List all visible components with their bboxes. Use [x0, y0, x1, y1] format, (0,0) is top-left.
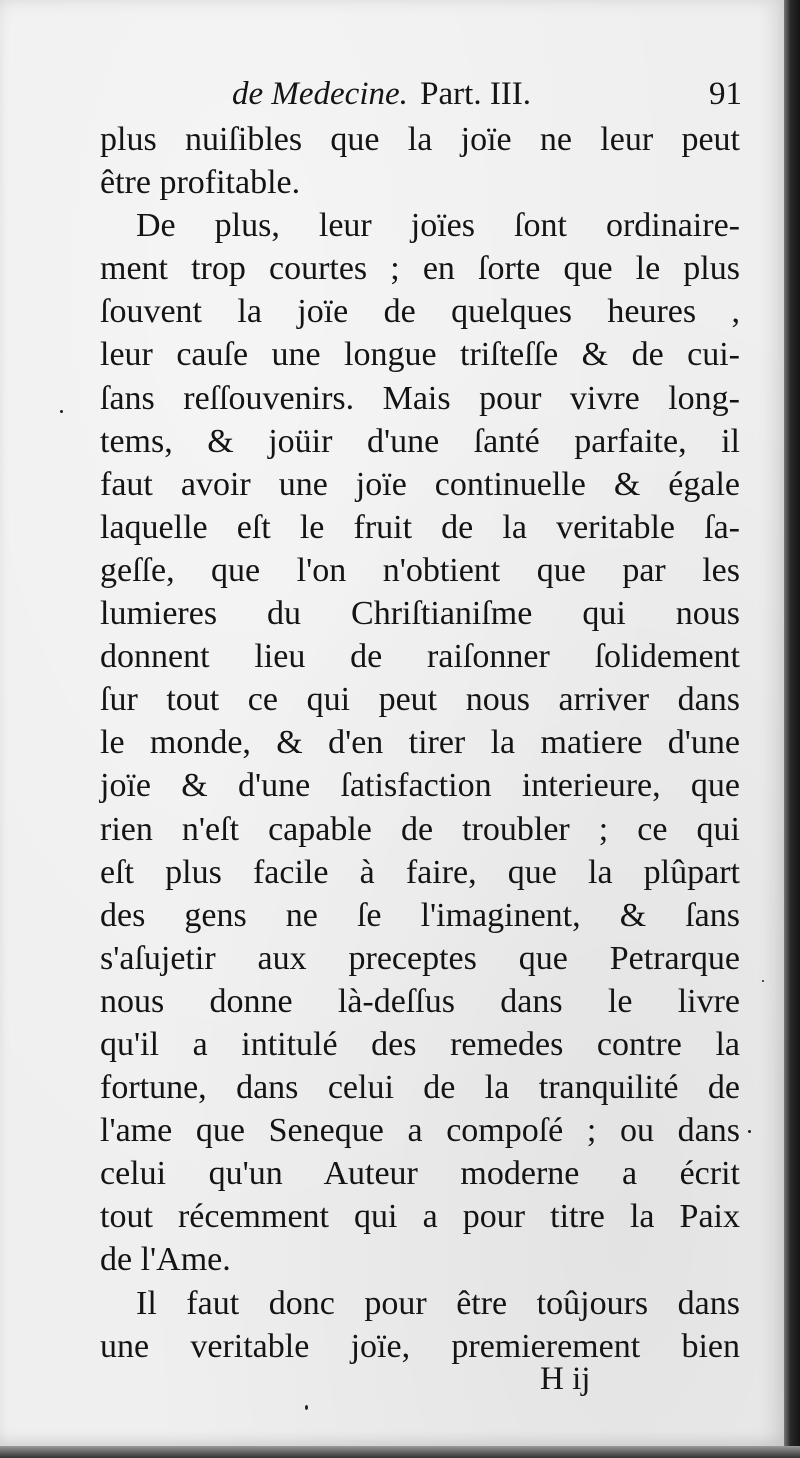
ink-speck [60, 410, 63, 413]
page-number: 91 [709, 76, 742, 112]
paragraph-first-line: De plus, leur joïes ſont ordinaire- [136, 207, 740, 245]
text-line: ſur tout ce qui peut nous arriver dans [100, 681, 740, 719]
text-line: de l'Ame. [100, 1241, 231, 1279]
page-edge-shadow [784, 0, 800, 1458]
ink-speck [305, 1405, 308, 1410]
ink-speck [748, 1130, 751, 1133]
text-line: tems, & joüir d'une ſanté parfaite, il [100, 422, 740, 460]
text-line: faut avoir une joïe continuelle & égale [100, 465, 740, 503]
running-head [232, 70, 742, 118]
text-line: fortune, dans celui de la tranquilité de [100, 1069, 740, 1107]
text-line: tout récemment qui a pour titre la Paix [100, 1198, 740, 1236]
text-line: plus nuiſibles que la joïe ne leur peut [100, 121, 740, 158]
running-head-part: Part. III. [420, 76, 532, 112]
text-line: une veritable joïe, premierement bien [100, 1327, 740, 1365]
text-line: ſouvent la joïe de quelques heures , [100, 293, 740, 331]
text-line: nous donne là-deſſus dans le livre [100, 982, 740, 1020]
text-line: leur cauſe une longue triſteſſe & de cui- [100, 336, 740, 374]
text-line: des gens ne ſe l'imaginent, & ſans [100, 896, 740, 934]
text-line: ment trop courtes ; en ſorte que le plus [100, 250, 740, 288]
body-text [100, 118, 740, 1368]
text-line: celui qu'un Auteur moderne a écrit [100, 1155, 740, 1193]
text-line: qu'il a intitulé des remedes contre la [100, 1025, 740, 1063]
text-line: lumieres du Chriſtianiſme qui nous [100, 595, 740, 633]
text-line: rien n'eſt capable de troubler ; ce qui [100, 810, 740, 848]
text-line: ſans reſſouvenirs. Mais pour vivre long- [100, 379, 740, 417]
signature-mark: H ij [540, 1361, 591, 1397]
text-line: eſt plus facile à faire, que la plûpart [100, 853, 740, 891]
text-line: être profitable. [100, 164, 301, 202]
text-line: le monde, & d'en tirer la matiere d'une [100, 724, 740, 762]
text-line: geſſe, que l'on n'obtient que par les [100, 551, 740, 589]
text-line: joïe & d'une ſatisfaction interieure, que [100, 767, 740, 805]
text-line: donnent lieu de raiſonner ſolidement [100, 638, 740, 676]
text-line: s'aſujetir aux preceptes que Petrarque [100, 939, 740, 977]
text-line: laquelle eſt le fruit de la veritable ſa- [100, 508, 740, 546]
ink-speck [762, 980, 764, 982]
text-line: l'ame que Seneque a compoſé ; ou dans [100, 1112, 740, 1150]
paragraph-first-line: Il faut donc pour être toûjours dans [136, 1284, 740, 1322]
page-bottom-edge [0, 1446, 800, 1458]
running-head-title: de Medecine. [232, 76, 408, 112]
